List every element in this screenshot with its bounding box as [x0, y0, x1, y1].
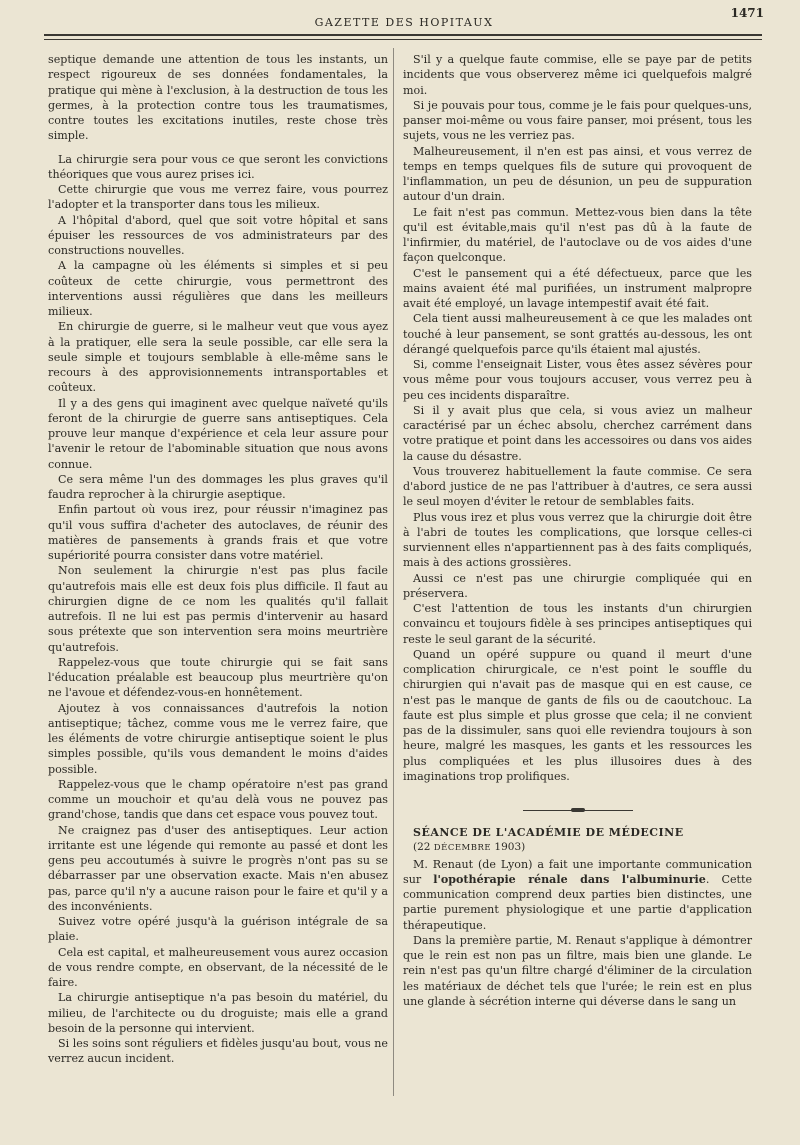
paragraph: Aussi ce n'est pas une chirurgie compliquée qui en préservera.: [403, 571, 752, 600]
paragraph: Dans la première partie, M. Renaut s'applique à démontrer que le rein est non pas un filtre, mais bien une glande. Le rein n'est pas qu'un filtre chargé d'éliminer de la circulation les matériaux de déchet tels que l'urée; le rein est en plus une glande à sécrétion interne qui déverse dans le sang un: [403, 933, 752, 1008]
paragraph: Plus vous irez et plus vous verrez que la chirurgie doit être à l'abri de toutes les complications, que lorsque celles-ci surviennent elles n'appartiennent pas à des faits compliqués, mais à des actions grossières.: [403, 510, 752, 570]
paragraph: Enfin partout où vous irez, pour réussir n'imaginez pas qu'il vous suffira d'acheter des autoclaves, de réunir des matières de pansements à grands frais et que votre supériorité pourra consister dans votre matériel.: [48, 503, 388, 562]
page-number: 1471: [730, 6, 764, 20]
section-date: [403, 840, 752, 856]
paragraph: En chirurgie de guerre, si le malheur veut que vous ayez à la pratiquer, elle sera la seule possible, car elle sera la seule simple et toujours semblable à elle-même sans le recours à des approvisionnements intransportables et coûteux.: [48, 320, 388, 395]
paragraph: Non seulement la chirurgie n'est pas plus facile qu'autrefois mais elle est deux fois plus difficile. Il faut au chirurgien digne de ce nom les qualités qu'il fallait autrefois. Il ne lui est pas permis d'intervenir au hasard sous prétexte que son intervention sera moins meurtrière qu'autrefois.: [48, 564, 388, 654]
running-header: [44, 16, 764, 36]
paragraph: C'est l'attention de tous les instants d'un chirurgien convaincu et toujours fidèle à ses principes antiseptiques qui reste le seul garant de la sécurité.: [403, 602, 752, 646]
paragraph: C'est le pansement qui a été défectueux, parce que les mains avaient été mal purifiées, un instrument malpropre avait été employé, un lavage intempestif avait été fait.: [403, 266, 752, 310]
header-rule-thick: [44, 34, 762, 36]
paragraph: La chirurgie antiseptique n'a pas besoin du matériel, du milieu, de l'architecte ou du droguiste; mais elle a grand besoin de la personne qui intervient.: [48, 991, 388, 1035]
paragraph: Si les soins sont réguliers et fidèles jusqu'au bout, vous ne verrez aucun incident.: [48, 1037, 388, 1066]
column-divider: [393, 48, 394, 1096]
section-separator: [523, 810, 633, 811]
paragraph: Malheureusement, il n'en est pas ainsi, et vous verrez de temps en temps quelques fils de suture qui provoquent de l'inflammation, un peu de désunion, un peu de suppuration autour d'un drain.: [403, 144, 752, 204]
paragraph: Rappelez-vous que toute chirurgie qui se fait sans l'éducation préalable est beaucoup plus meurtrière qu'on ne l'avoue et défendez-vous-en honnêtement.: [48, 655, 388, 700]
paragraph: Vous trouverez habituellement la faute commise. Ce sera d'abord justice de ne pas l'attribuer à d'autres, ce sera aussi le seul moyen d'éviter le retour de semblables faits.: [403, 464, 752, 509]
paragraph: Il y a des gens qui imaginent avec quelque naïveté qu'ils feront de la chirurgie de guerre sans antiseptiques. Cela prouve leur manque d'expérience et cela leur assure pour l'avenir le retour de l'abominable situation que nous avons connue.: [48, 396, 388, 471]
paragraph: Quand un opéré suppure ou quand il meurt d'une complication chirurgicale, ce n'est point le souffle du chirurgien qui n'avait pas de masque qui en est cause, ce n'est pas le manque de gants de fils ou de caoutchouc. La faute est plus simple et plus grosse que cela; il ne convient pas de la dissimuler, sans quoi elle reviendra toujours à son heure, malgré les masques, les gants et les ressources les plus compliquées et les plus illusoires dues à des imaginations trop prolifiques.: [403, 647, 752, 783]
paragraph: A la campagne où les éléments si simples et si peu coûteux de cette chirurgie, vous permettront des interventions aussi régulières que dans les meilleurs milieux.: [48, 259, 388, 318]
paragraph: Le fait n'est pas commun. Mettez-vous bien dans la tête qu'il est évitable,mais qu'il n'est pas dû à la faute de l'infirmier, du matériel, de l'autoclave ou de vos aides d'une façon quelconque.: [403, 205, 752, 265]
paragraph: Si je pouvais pour tous, comme je le fais pour quelques-uns, panser moi-même ou vous faire panser, moi présent, tous les sujets, vous ne les verriez pas.: [403, 98, 752, 143]
header-rule-thin: [44, 39, 762, 40]
date-year: 1903): [491, 841, 526, 854]
paragraph: Ajoutez à vos connaissances d'autrefois la notion antiseptique; tâchez, comme vous me le verrez faire, que les éléments de votre chirurgie antiseptique soient le plus simples possible, qu'ils vous demandent le moins d'aides possible.: [48, 701, 388, 776]
date-day: (22: [413, 841, 434, 854]
paragraph: Ce sera même l'un des dommages les plus graves qu'il faudra reprocher à la chirurgie aseptique.: [48, 472, 388, 501]
left-column: [48, 52, 388, 1067]
bold-subject: l'opothérapie rénale dans l'albuminurie: [433, 872, 706, 886]
journal-title: GAZETTE DES HOPITAUX: [314, 16, 494, 29]
text-run: . Cette communication comprend deux parties bien distinctes, une partie purement physiologique et une partie d'application thérapeutique.: [403, 872, 753, 932]
paragraph: [403, 857, 752, 933]
paragraph: Si il y avait plus que cela, si vous aviez un malheur caractérisé par un échec absolu, cherchez carrément dans votre pratique et point dans les accessoires ou dans vos aides la cause du désastre.: [403, 403, 752, 463]
right-column: [403, 52, 752, 1009]
paragraph: S'il y a quelque faute commise, elle se paye par de petits incidents que vous observerez même ici quelquefois malgré moi.: [403, 53, 752, 97]
paragraph: A l'hôpital d'abord, quel que soit votre hôpital et sans épuiser les ressources de vos administrateurs par des constructions nouvelles.: [48, 213, 388, 257]
paragraph: La chirurgie sera pour vous ce que seront les convictions théoriques que vous aurez prises ici.: [48, 152, 388, 181]
paragraph: Cela est capital, et malheureusement vous aurez occasion de vous rendre compte, en observant, de la nécessité de le faire.: [48, 945, 388, 989]
paragraph: Rappelez-vous que le champ opératoire n'est pas grand comme un mouchoir et qu'au delà vous ne pouvez pas grand'chose, tandis que dans cet espace vous pouvez tout.: [48, 777, 388, 822]
paragraph: Cela tient aussi malheureusement à ce que les malades ont touché à leur pansement, se sont grattés au-dessous, les ont dérangé quelquefois parce qu'ils étaient mal ajustés.: [403, 312, 752, 356]
paragraph: Cette chirurgie que vous me verrez faire, vous pourrez l'adopter et la transporter dans tous les milieux.: [48, 183, 388, 212]
paragraph: Si, comme l'enseignait Lister, vous êtes assez sévères pour vous même pour vous toujours accuser, vous verrez peu à peu ces incidents disparaître.: [403, 358, 752, 402]
paragraph: septique demande une attention de tous les instants, un respect rigoureux de ses données fondamentales, la pratique qui mène à l'exclusion, à la destruction de tous les germes, à la protection contre tous les traumatismes, contre toutes les excitations inutiles, reste chose très simple.: [48, 53, 388, 143]
paragraph: Suivez votre opéré jusqu'à la guérison intégrale de sa plaie.: [48, 915, 388, 944]
date-month: DÉCEMBRE: [433, 843, 492, 854]
text-run: M. Renaut (de Lyon) a fait une importante communication sur: [403, 857, 752, 886]
section-title: SÉANCE DE L'ACADÉMIE DE MÉDECINE: [413, 826, 684, 839]
paragraph: Ne craignez pas d'user des antiseptiques. Leur action irritante est une légende qui remonte au passé et dont les gens peu accoutumés à suivre le progrès n'ont pas su se débarrasser par une observation exacte. Mais n'en abusez pas, parce qu'il n'y a aucune raison pour le faire et qu'il y a des inconvénients.: [48, 823, 388, 913]
